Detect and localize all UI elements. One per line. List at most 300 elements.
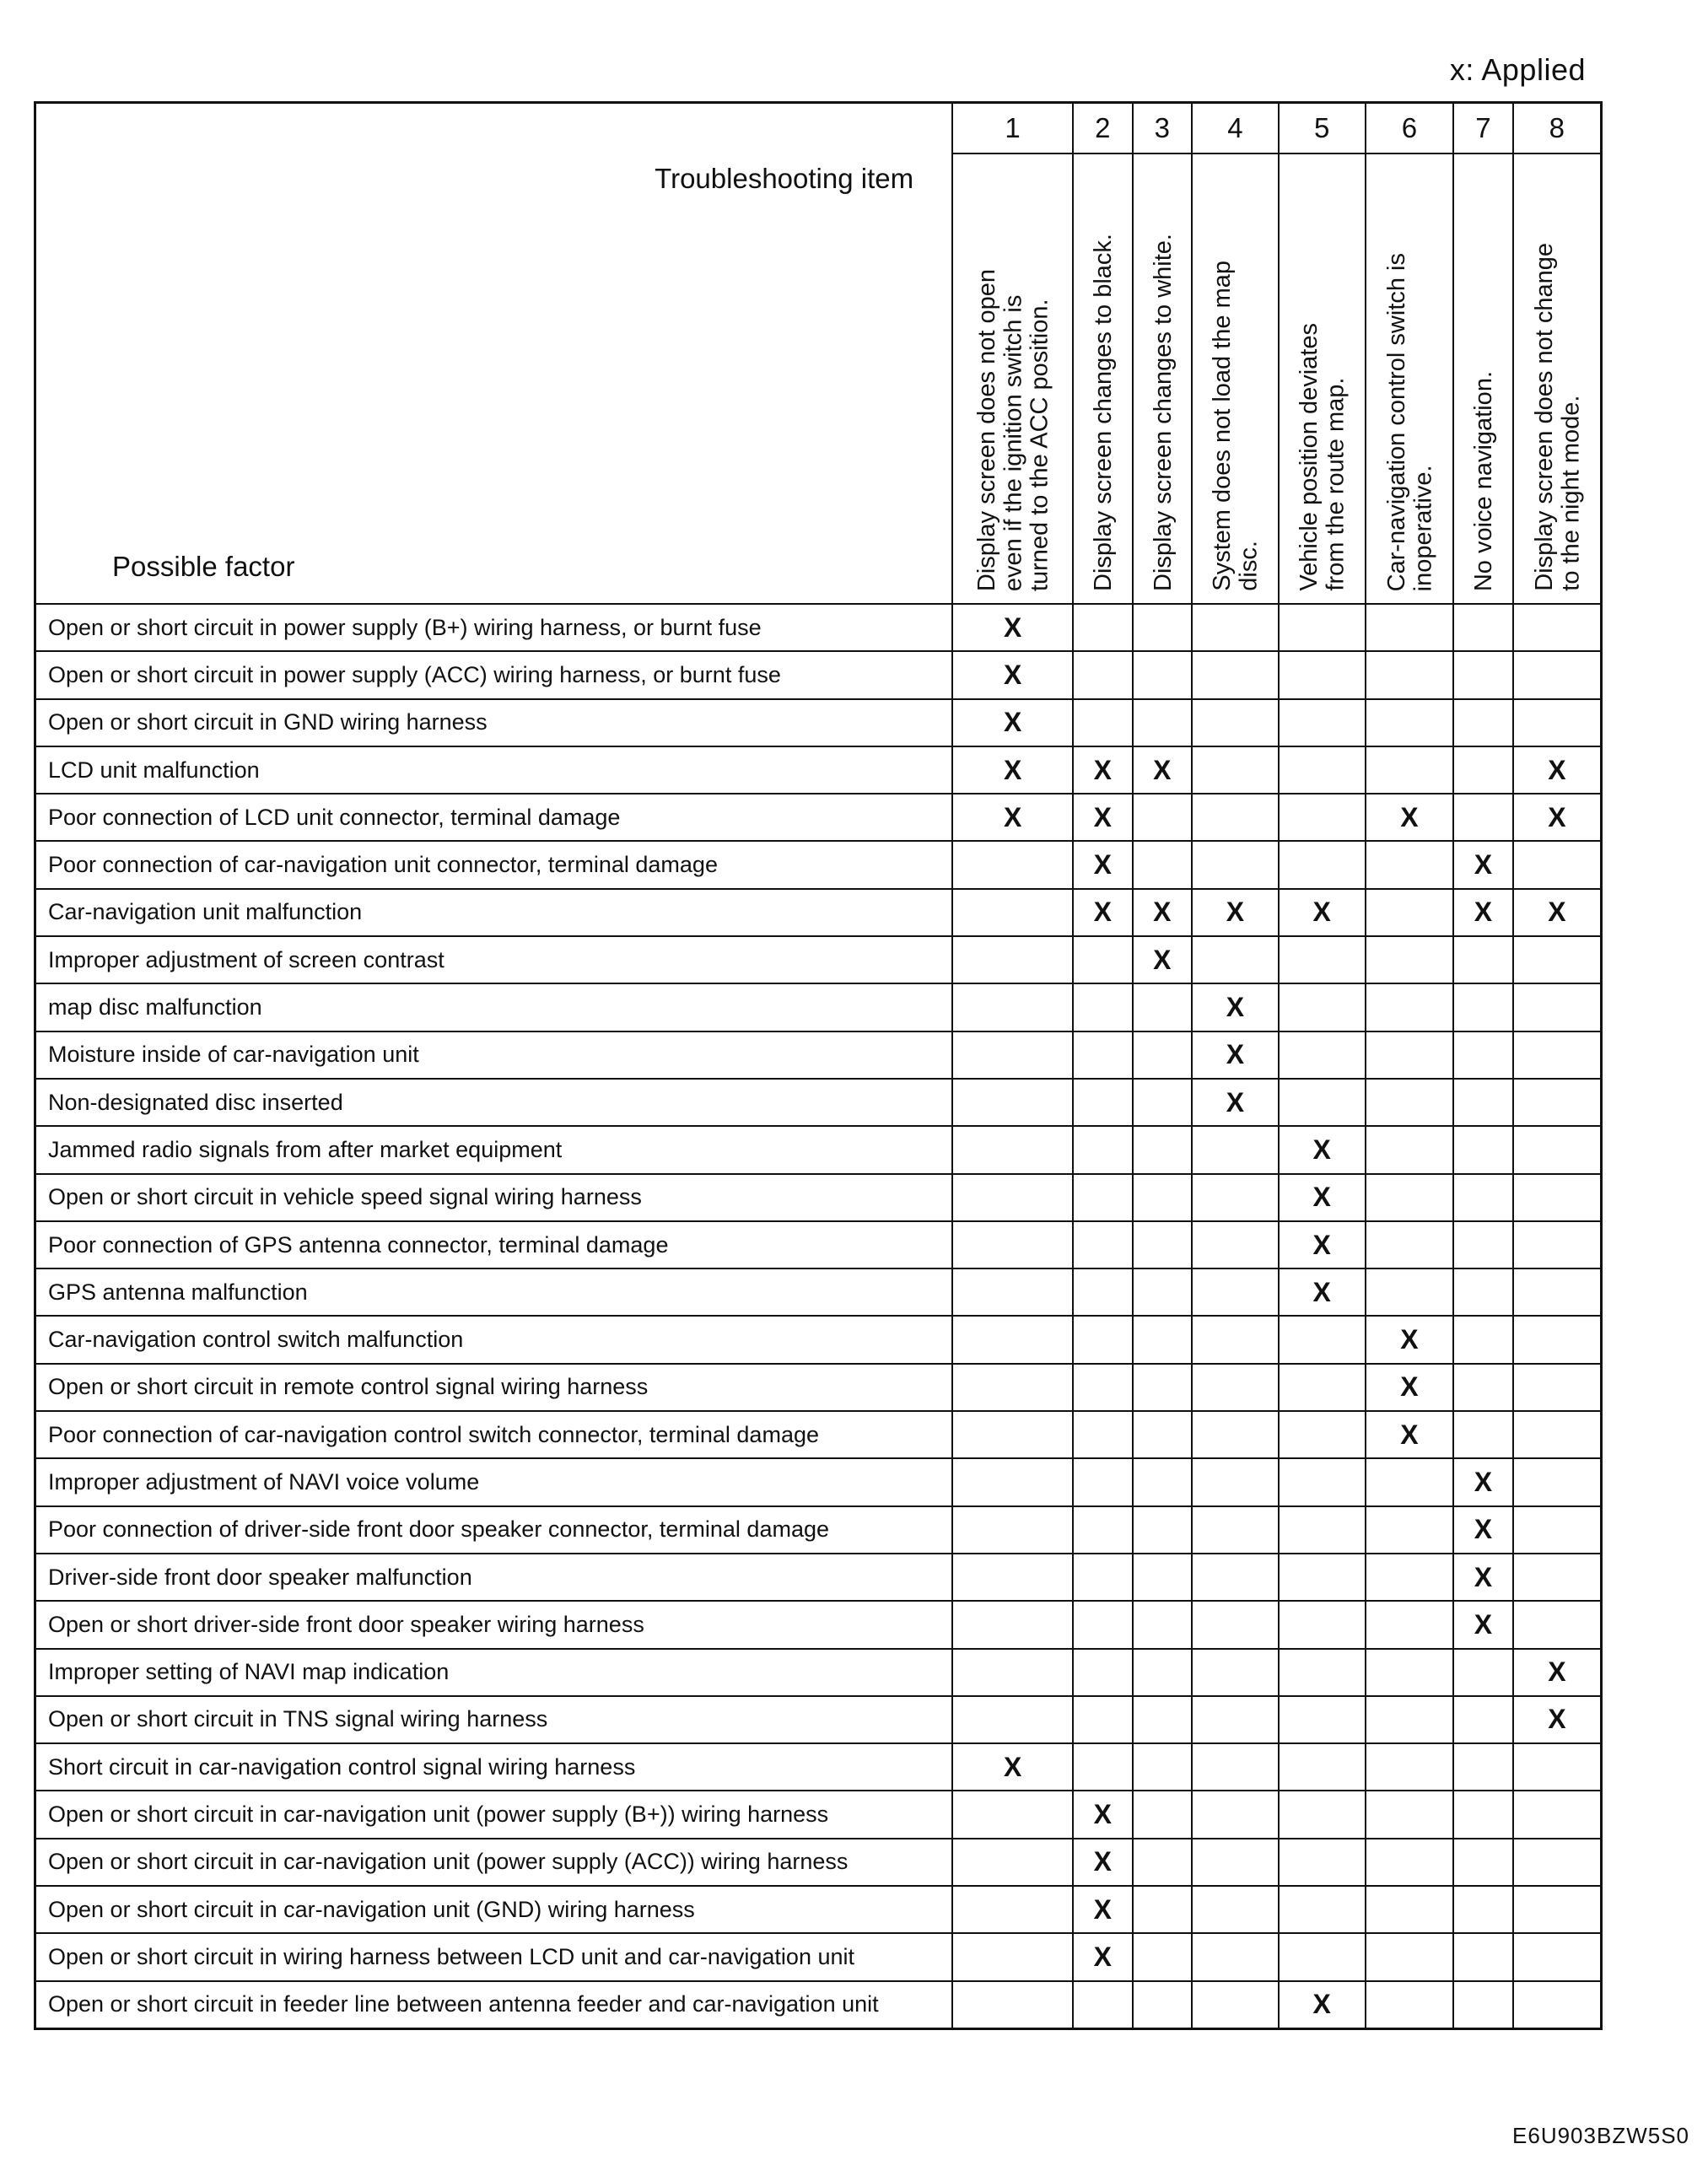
possible-factor-cell: Open or short circuit in car-navigation unit (GND) wiring harness xyxy=(35,1886,953,1933)
empty-cell xyxy=(1279,1933,1366,1980)
column-header-text xyxy=(1532,243,1585,591)
empty-cell xyxy=(1279,1411,1366,1458)
empty-cell xyxy=(952,1696,1073,1743)
empty-cell xyxy=(1073,1411,1132,1458)
empty-cell xyxy=(1279,1079,1366,1126)
empty-cell xyxy=(952,1411,1073,1458)
empty-cell xyxy=(1073,1364,1132,1411)
empty-cell xyxy=(952,1221,1073,1268)
empty-cell xyxy=(1453,1316,1512,1363)
possible-factor-cell: Open or short driver-side front door speaker wiring harness xyxy=(35,1601,953,1648)
empty-cell xyxy=(1366,1743,1454,1791)
empty-cell xyxy=(1192,1649,1279,1696)
applied-mark: X xyxy=(1366,1316,1454,1363)
empty-cell xyxy=(1366,746,1454,794)
empty-cell xyxy=(1133,1458,1192,1505)
column-header-line: to the night mode. xyxy=(1557,395,1585,591)
applied-mark: X xyxy=(952,794,1073,841)
empty-cell xyxy=(1453,1981,1512,2029)
empty-cell xyxy=(1279,1886,1366,1933)
empty-cell xyxy=(1513,1933,1602,1980)
troubleshooting-matrix xyxy=(34,101,1603,2030)
possible-factor-cell: Improper setting of NAVI map indication xyxy=(35,1649,953,1696)
applied-mark: X xyxy=(952,1743,1073,1791)
applied-mark: X xyxy=(952,746,1073,794)
applied-mark: X xyxy=(1192,1079,1279,1126)
empty-cell xyxy=(952,1174,1073,1221)
empty-cell xyxy=(1192,1174,1279,1221)
empty-cell xyxy=(1366,1458,1454,1505)
column-header-line: Display screen changes to black. xyxy=(1090,234,1118,591)
empty-cell xyxy=(1279,746,1366,794)
empty-cell xyxy=(1133,1791,1192,1838)
applied-mark: X xyxy=(1513,1649,1602,1696)
empty-cell xyxy=(1453,1886,1512,1933)
possible-factor-cell: Improper adjustment of screen contrast xyxy=(35,936,953,983)
empty-cell xyxy=(1513,1506,1602,1554)
table-row xyxy=(35,1791,1602,1838)
table-row xyxy=(35,983,1602,1031)
empty-cell xyxy=(1192,1981,1279,2029)
empty-cell xyxy=(1513,1031,1602,1079)
empty-cell xyxy=(1366,1649,1454,1696)
empty-cell xyxy=(1192,1268,1279,1316)
applied-mark: X xyxy=(1279,1126,1366,1173)
empty-cell xyxy=(1073,1506,1132,1554)
possible-factor-cell: Moisture inside of car-navigation unit xyxy=(35,1031,953,1079)
applied-mark: X xyxy=(1279,889,1366,936)
empty-cell xyxy=(1192,1601,1279,1648)
possible-factor-cell: Car-navigation unit malfunction xyxy=(35,889,953,936)
applied-mark: X xyxy=(1192,889,1279,936)
possible-factor-cell: Jammed radio signals from after market equipment xyxy=(35,1126,953,1173)
empty-cell xyxy=(1279,1506,1366,1554)
empty-cell xyxy=(1192,1411,1279,1458)
empty-cell xyxy=(1513,1268,1602,1316)
empty-cell xyxy=(1133,1364,1192,1411)
empty-cell xyxy=(1513,699,1602,746)
empty-cell xyxy=(1073,1221,1132,1268)
empty-cell xyxy=(1513,1364,1602,1411)
column-header xyxy=(1133,154,1192,604)
empty-cell xyxy=(952,1031,1073,1079)
possible-factor-cell: Open or short circuit in car-navigation unit (power supply (ACC)) wiring harness xyxy=(35,1839,953,1886)
column-header-text xyxy=(1091,234,1117,591)
empty-cell xyxy=(1192,1364,1279,1411)
possible-factor-cell: Driver-side front door speaker malfunction xyxy=(35,1554,953,1601)
applied-mark: X xyxy=(1073,1791,1132,1838)
empty-cell xyxy=(1192,1696,1279,1743)
empty-cell xyxy=(1279,794,1366,841)
empty-cell xyxy=(1513,1174,1602,1221)
applied-mark: X xyxy=(1133,889,1192,936)
figure-code: E6U903BZW5S0 xyxy=(1512,2123,1689,2148)
column-header xyxy=(952,154,1073,604)
empty-cell xyxy=(952,1268,1073,1316)
empty-cell xyxy=(952,1126,1073,1173)
empty-cell xyxy=(1453,1933,1512,1980)
applied-mark: X xyxy=(1279,1221,1366,1268)
empty-cell xyxy=(1453,1649,1512,1696)
empty-cell xyxy=(952,1839,1073,1886)
applied-mark: X xyxy=(1192,1031,1279,1079)
empty-cell xyxy=(1366,699,1454,746)
table-row xyxy=(35,1031,1602,1079)
empty-cell xyxy=(952,1458,1073,1505)
empty-cell xyxy=(1073,1268,1132,1316)
header-corner-cell xyxy=(35,103,953,605)
empty-cell xyxy=(1073,1031,1132,1079)
applied-mark: X xyxy=(952,699,1073,746)
possible-factor-cell: Open or short circuit in remote control signal wiring harness xyxy=(35,1364,953,1411)
empty-cell xyxy=(1133,1268,1192,1316)
applied-mark: X xyxy=(1279,1981,1366,2029)
table-row xyxy=(35,1839,1602,1886)
table-row xyxy=(35,1174,1602,1221)
empty-cell xyxy=(1453,1364,1512,1411)
empty-cell xyxy=(1453,1268,1512,1316)
table-row xyxy=(35,1933,1602,1980)
empty-cell xyxy=(1073,983,1132,1031)
column-header-line: Display screen does not change xyxy=(1530,243,1558,591)
column-header-line: No voice navigation. xyxy=(1470,370,1498,591)
empty-cell xyxy=(1453,1031,1512,1079)
empty-cell xyxy=(1133,983,1192,1031)
table-row xyxy=(35,936,1602,983)
empty-cell xyxy=(1133,1079,1192,1126)
empty-cell xyxy=(1279,841,1366,888)
empty-cell xyxy=(1453,1126,1512,1173)
applied-mark: X xyxy=(1192,983,1279,1031)
applied-mark: X xyxy=(1366,1364,1454,1411)
possible-factor-cell: Poor connection of car-navigation control switch connector, terminal damage xyxy=(35,1411,953,1458)
applied-mark: X xyxy=(952,651,1073,698)
applied-mark: X xyxy=(1366,794,1454,841)
empty-cell xyxy=(952,1601,1073,1648)
table-row xyxy=(35,1316,1602,1363)
column-header-line: disc. xyxy=(1235,541,1263,591)
column-number: 6 xyxy=(1366,103,1454,154)
possible-factor-cell: Non-designated disc inserted xyxy=(35,1079,953,1126)
empty-cell xyxy=(1192,1458,1279,1505)
empty-cell xyxy=(1133,1696,1192,1743)
empty-cell xyxy=(1453,983,1512,1031)
empty-cell xyxy=(1453,746,1512,794)
empty-cell xyxy=(1279,1316,1366,1363)
applied-mark: X xyxy=(1366,1411,1454,1458)
empty-cell xyxy=(1133,699,1192,746)
column-header-line: Vehicle position deviates xyxy=(1295,323,1323,591)
empty-cell xyxy=(1453,699,1512,746)
empty-cell xyxy=(952,936,1073,983)
empty-cell xyxy=(1073,1126,1132,1173)
empty-cell xyxy=(952,1981,1073,2029)
applied-mark: X xyxy=(1073,1839,1132,1886)
legend-note: x: Applied xyxy=(1449,52,1586,87)
table-row xyxy=(35,1601,1602,1648)
table-row xyxy=(35,746,1602,794)
possible-factor-cell: Open or short circuit in GND wiring harness xyxy=(35,699,953,746)
empty-cell xyxy=(1279,1554,1366,1601)
column-header-line: Car-navigation control switch is xyxy=(1382,252,1410,591)
table-row xyxy=(35,1886,1602,1933)
applied-mark: X xyxy=(1073,841,1132,888)
empty-cell xyxy=(1513,1554,1602,1601)
empty-cell xyxy=(1073,699,1132,746)
applied-mark: X xyxy=(1073,1886,1132,1933)
empty-cell xyxy=(1133,1221,1192,1268)
empty-cell xyxy=(1133,1316,1192,1363)
table-row xyxy=(35,1743,1602,1791)
column-number: 2 xyxy=(1073,103,1132,154)
empty-cell xyxy=(1279,1601,1366,1648)
applied-mark: X xyxy=(1453,889,1512,936)
empty-cell xyxy=(1192,1126,1279,1173)
table-row xyxy=(35,1364,1602,1411)
empty-cell xyxy=(1073,1316,1132,1363)
empty-cell xyxy=(1192,841,1279,888)
empty-cell xyxy=(1192,1554,1279,1601)
empty-cell xyxy=(1453,936,1512,983)
empty-cell xyxy=(1279,983,1366,1031)
table-row xyxy=(35,1411,1602,1458)
empty-cell xyxy=(1513,1126,1602,1173)
empty-cell xyxy=(1366,1696,1454,1743)
table-row xyxy=(35,889,1602,936)
possible-factor-cell: Short circuit in car-navigation control signal wiring harness xyxy=(35,1743,953,1791)
table-row xyxy=(35,841,1602,888)
possible-factor-cell: Open or short circuit in wiring harness between LCD unit and car-navigation unit xyxy=(35,1933,953,1980)
empty-cell xyxy=(1279,1743,1366,1791)
empty-cell xyxy=(1453,1696,1512,1743)
empty-cell xyxy=(1513,1791,1602,1838)
empty-cell xyxy=(1133,604,1192,651)
empty-cell xyxy=(1192,1506,1279,1554)
applied-mark: X xyxy=(1453,1601,1512,1648)
empty-cell xyxy=(1192,936,1279,983)
empty-cell xyxy=(1073,1696,1132,1743)
table-row xyxy=(35,1696,1602,1743)
empty-cell xyxy=(1366,1981,1454,2029)
empty-cell xyxy=(1366,1601,1454,1648)
empty-cell xyxy=(1073,1743,1132,1791)
applied-mark: X xyxy=(1279,1268,1366,1316)
possible-factor-cell: Open or short circuit in car-navigation unit (power supply (B+)) wiring harness xyxy=(35,1791,953,1838)
empty-cell xyxy=(1279,1791,1366,1838)
empty-cell xyxy=(1133,1649,1192,1696)
column-header-line: even if the ignition switch is xyxy=(999,294,1027,591)
empty-cell xyxy=(1073,936,1132,983)
empty-cell xyxy=(1133,1174,1192,1221)
empty-cell xyxy=(1513,1981,1602,2029)
column-header xyxy=(1192,154,1279,604)
column-header-text xyxy=(1471,371,1497,591)
column-header-line: turned to the ACC position. xyxy=(1026,299,1053,591)
empty-cell xyxy=(952,1933,1073,1980)
possible-factor-cell: Open or short circuit in power supply (ACC) wiring harness, or burnt fuse xyxy=(35,651,953,698)
empty-cell xyxy=(1513,651,1602,698)
empty-cell xyxy=(1073,1981,1132,2029)
applied-mark: X xyxy=(1453,1554,1512,1601)
empty-cell xyxy=(1513,1079,1602,1126)
empty-cell xyxy=(1366,841,1454,888)
empty-cell xyxy=(1192,1743,1279,1791)
column-header-text xyxy=(974,269,1053,591)
empty-cell xyxy=(1453,1221,1512,1268)
empty-cell xyxy=(1366,1126,1454,1173)
empty-cell xyxy=(1073,1554,1132,1601)
applied-mark: X xyxy=(1279,1174,1366,1221)
empty-cell xyxy=(952,1791,1073,1838)
empty-cell xyxy=(1279,936,1366,983)
column-header-line: Display screen does not open xyxy=(973,268,1001,591)
applied-mark: X xyxy=(1073,794,1132,841)
empty-cell xyxy=(1192,604,1279,651)
table-row xyxy=(35,1079,1602,1126)
table-row xyxy=(35,1458,1602,1505)
empty-cell xyxy=(1192,1933,1279,1980)
empty-cell xyxy=(1366,889,1454,936)
empty-cell xyxy=(1513,841,1602,888)
empty-cell xyxy=(1513,1458,1602,1505)
empty-cell xyxy=(1073,1174,1132,1221)
possible-factor-cell: Poor connection of LCD unit connector, terminal damage xyxy=(35,794,953,841)
empty-cell xyxy=(1513,1743,1602,1791)
empty-cell xyxy=(1073,1649,1132,1696)
empty-cell xyxy=(1366,651,1454,698)
applied-mark: X xyxy=(1513,746,1602,794)
empty-cell xyxy=(1073,604,1132,651)
empty-cell xyxy=(1453,651,1512,698)
empty-cell xyxy=(1133,1411,1192,1458)
empty-cell xyxy=(1133,841,1192,888)
table-row xyxy=(35,1221,1602,1268)
possible-factor-cell: Poor connection of car-navigation unit connector, terminal damage xyxy=(35,841,953,888)
applied-mark: X xyxy=(1133,936,1192,983)
possible-factor-cell: map disc malfunction xyxy=(35,983,953,1031)
empty-cell xyxy=(1133,794,1192,841)
empty-cell xyxy=(1133,651,1192,698)
table-row xyxy=(35,1649,1602,1696)
empty-cell xyxy=(1073,1458,1132,1505)
column-header-line: from the route map. xyxy=(1322,377,1350,591)
table-row xyxy=(35,794,1602,841)
empty-cell xyxy=(1366,936,1454,983)
troubleshooting-item-label: Troubleshooting item xyxy=(655,163,914,194)
empty-cell xyxy=(952,841,1073,888)
empty-cell xyxy=(1192,794,1279,841)
empty-cell xyxy=(1133,1031,1192,1079)
table-row xyxy=(35,1981,1602,2029)
possible-factor-cell: Poor connection of driver-side front door speaker connector, terminal damage xyxy=(35,1506,953,1554)
empty-cell xyxy=(952,1316,1073,1363)
empty-cell xyxy=(952,1079,1073,1126)
empty-cell xyxy=(1133,1839,1192,1886)
column-header-text xyxy=(1296,323,1350,591)
empty-cell xyxy=(1279,1839,1366,1886)
empty-cell xyxy=(1513,1411,1602,1458)
empty-cell xyxy=(1513,1316,1602,1363)
column-header xyxy=(1073,154,1132,604)
empty-cell xyxy=(1279,1649,1366,1696)
applied-mark: X xyxy=(1453,1458,1512,1505)
empty-cell xyxy=(1366,1839,1454,1886)
column-number: 8 xyxy=(1513,103,1602,154)
empty-cell xyxy=(1192,651,1279,698)
empty-cell xyxy=(1133,1126,1192,1173)
empty-cell xyxy=(1133,1506,1192,1554)
empty-cell xyxy=(1513,604,1602,651)
applied-mark: X xyxy=(1513,889,1602,936)
column-number: 5 xyxy=(1279,103,1366,154)
possible-factor-cell: LCD unit malfunction xyxy=(35,746,953,794)
column-header xyxy=(1366,154,1454,604)
empty-cell xyxy=(952,983,1073,1031)
empty-cell xyxy=(1279,651,1366,698)
empty-cell xyxy=(1453,1791,1512,1838)
empty-cell xyxy=(1192,699,1279,746)
empty-cell xyxy=(952,1649,1073,1696)
empty-cell xyxy=(1366,1031,1454,1079)
empty-cell xyxy=(1366,1174,1454,1221)
column-header-line: System does not load the map xyxy=(1209,261,1237,591)
applied-mark: X xyxy=(1453,841,1512,888)
empty-cell xyxy=(1073,1079,1132,1126)
possible-factor-cell: Open or short circuit in power supply (B+) wiring harness, or burnt fuse xyxy=(35,604,953,651)
column-header xyxy=(1279,154,1366,604)
empty-cell xyxy=(1366,1079,1454,1126)
applied-mark: X xyxy=(1073,1933,1132,1980)
table-row xyxy=(35,651,1602,698)
column-header-line: inoperative. xyxy=(1409,465,1436,591)
empty-cell xyxy=(1366,1933,1454,1980)
table-row xyxy=(35,604,1602,651)
empty-cell xyxy=(952,889,1073,936)
empty-cell xyxy=(1453,1174,1512,1221)
empty-cell xyxy=(1133,1886,1192,1933)
applied-mark: X xyxy=(1453,1506,1512,1554)
empty-cell xyxy=(1366,1221,1454,1268)
empty-cell xyxy=(1453,1411,1512,1458)
possible-factor-cell: GPS antenna malfunction xyxy=(35,1268,953,1316)
empty-cell xyxy=(1513,983,1602,1031)
empty-cell xyxy=(1513,936,1602,983)
empty-cell xyxy=(1453,604,1512,651)
empty-cell xyxy=(1366,1886,1454,1933)
empty-cell xyxy=(1133,1554,1192,1601)
empty-cell xyxy=(1279,699,1366,746)
applied-mark: X xyxy=(1513,1696,1602,1743)
empty-cell xyxy=(1192,746,1279,794)
empty-cell xyxy=(1453,794,1512,841)
empty-cell xyxy=(1366,983,1454,1031)
applied-mark: X xyxy=(1133,746,1192,794)
empty-cell xyxy=(1073,651,1132,698)
column-number: 3 xyxy=(1133,103,1192,154)
empty-cell xyxy=(952,1506,1073,1554)
empty-cell xyxy=(1192,1886,1279,1933)
table-row xyxy=(35,699,1602,746)
empty-cell xyxy=(1279,604,1366,651)
empty-cell xyxy=(1279,1696,1366,1743)
column-number: 7 xyxy=(1453,103,1512,154)
empty-cell xyxy=(1453,1839,1512,1886)
empty-cell xyxy=(1366,1554,1454,1601)
empty-cell xyxy=(1279,1458,1366,1505)
column-number: 1 xyxy=(952,103,1073,154)
empty-cell xyxy=(1279,1031,1366,1079)
empty-cell xyxy=(1073,1601,1132,1648)
